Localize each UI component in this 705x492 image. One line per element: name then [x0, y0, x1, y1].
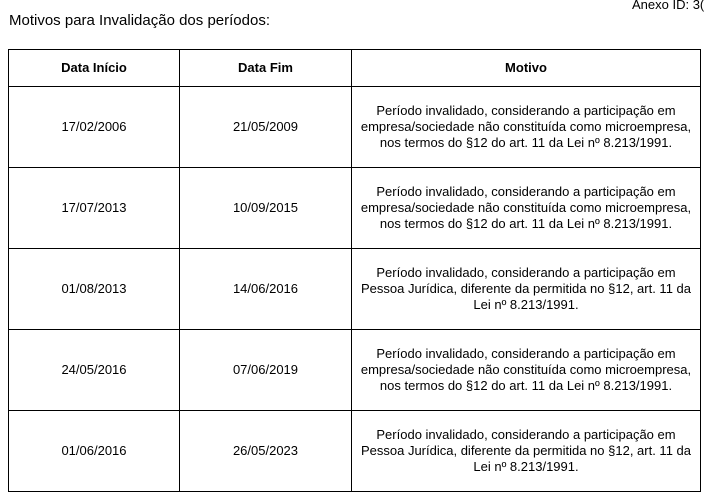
reason-cell: Período invalidado, considerando a participação em empresa/sociedade não constituída como microempresa, nos termos do §12 do art. 11 da Lei nº 8.213/1991. [352, 87, 701, 168]
start-date-cell: 17/02/2006 [9, 87, 180, 168]
annex-id: Anexo ID: 3( [632, 0, 705, 12]
table-header-row [9, 50, 701, 87]
table-row [9, 330, 701, 411]
end-date-cell: 14/06/2016 [180, 249, 352, 330]
start-date-cell: 24/05/2016 [9, 330, 180, 411]
reason-cell: Período invalidado, considerando a participação em empresa/sociedade não constituída como microempresa, nos termos do §12 do art. 11 da Lei nº 8.213/1991. [352, 168, 701, 249]
reason-cell: Período invalidado, considerando a participação em empresa/sociedade não constituída como microempresa, nos termos do §12 do art. 11 da Lei nº 8.213/1991. [352, 330, 701, 411]
start-date-cell: 01/06/2016 [9, 411, 180, 492]
table-row [9, 411, 701, 492]
reason-cell: Período invalidado, considerando a participação em Pessoa Jurídica, diferente da permitida no §12, art. 11 da Lei nº 8.213/1991. [352, 411, 701, 492]
end-date-cell: 26/05/2023 [180, 411, 352, 492]
reason-cell: Período invalidado, considerando a participação em Pessoa Jurídica, diferente da permitida no §12, art. 11 da Lei nº 8.213/1991. [352, 249, 701, 330]
column-header-reason: Motivo [352, 50, 701, 87]
table-row [9, 168, 701, 249]
start-date-cell: 17/07/2013 [9, 168, 180, 249]
end-date-cell: 07/06/2019 [180, 330, 352, 411]
table-row [9, 87, 701, 168]
table-row [9, 249, 701, 330]
column-header-end-date: Data Fim [180, 50, 352, 87]
end-date-cell: 10/09/2015 [180, 168, 352, 249]
end-date-cell: 21/05/2009 [180, 87, 352, 168]
start-date-cell: 01/08/2013 [9, 249, 180, 330]
invalidation-periods-table [8, 49, 701, 492]
section-title: Motivos para Invalidação dos períodos: [9, 12, 270, 29]
column-header-start-date: Data Início [9, 50, 180, 87]
